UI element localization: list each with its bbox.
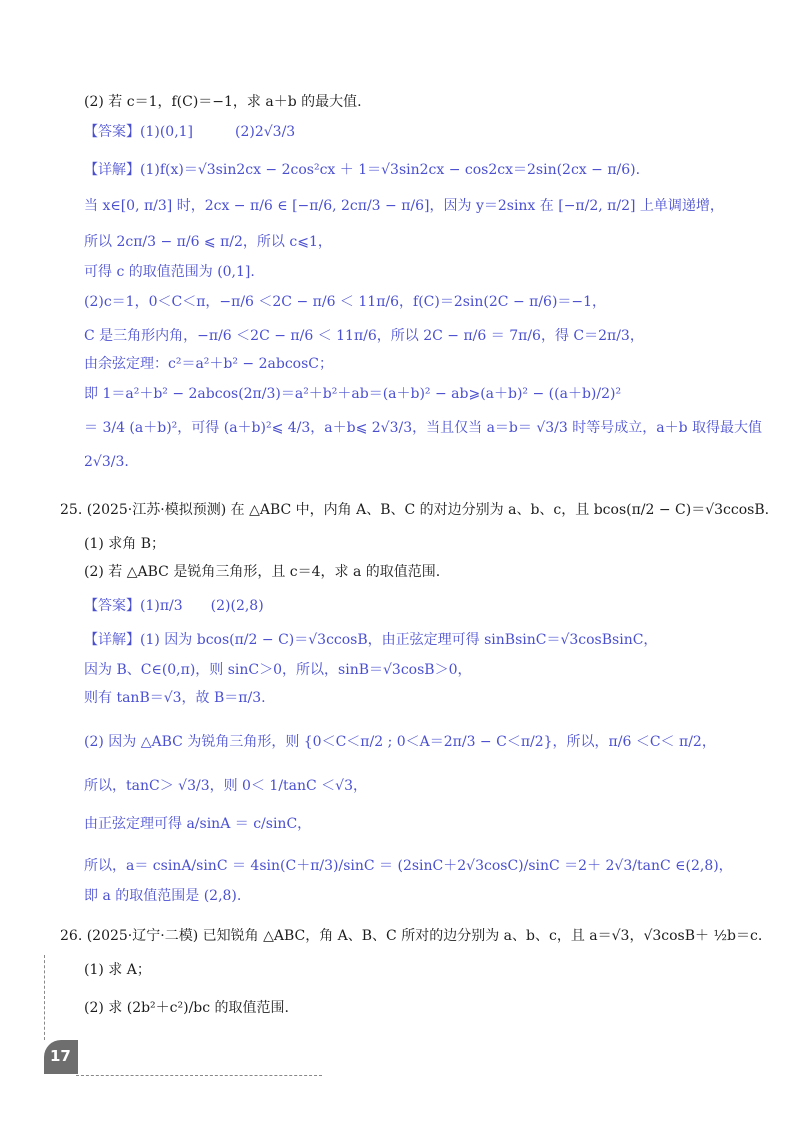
q24-detail-line-10: 2√3/3. bbox=[84, 454, 129, 470]
q24-detail-line-7: 由余弦定理：c²＝a²＋b² − 2abcosC； bbox=[84, 356, 333, 372]
q26-part2: (2) 求 (2b²＋c²)/bc 的取值范围. bbox=[84, 1000, 290, 1016]
q25-detail-line-7: 所以，a＝ csinA/sinC ＝ 4sin(C＋π/3)/sinC ＝ (2sinC＋2√3cosC)/sinC ＝2＋ 2√3/tanC ∈(2,8)， bbox=[84, 858, 733, 874]
page-number: 17 bbox=[50, 1047, 71, 1065]
q25-part2: (2) 若 △ABC 是锐角三角形，且 c＝4，求 a 的取值范围. bbox=[84, 564, 441, 580]
q24-detail-line-5: (2)c＝1，0＜C＜π，−π/6 ＜2C − π/6 ＜ 11π/6，f(C)＝2sin(2C − π/6)＝−1， bbox=[84, 294, 607, 310]
q24-detail-line-3: 所以 2cπ/3 − π/6 ⩽ π/2，所以 c⩽1， bbox=[84, 234, 332, 250]
q25-detail-line-8: 即 a 的取值范围是 (2,8). bbox=[84, 888, 242, 904]
q25-detail-line-3: 则有 tanB＝√3，故 B＝π/3. bbox=[84, 690, 266, 706]
q26-part1: (1) 求 A； bbox=[84, 962, 151, 978]
q25-detail-line-4: (2) 因为 △ABC 为锐角三角形，则 {0＜C＜π/2 ; 0＜A＝2π/3 − C＜π/2}，所以，π/6 ＜C＜ π/2， bbox=[84, 734, 716, 750]
q24-detail-line-4: 可得 c 的取值范围为 (0,1]. bbox=[84, 264, 255, 280]
q25-detail-line-1: 【详解】(1) 因为 bcos(π/2 − C)＝√3ccosB，由正弦定理可得 sinBsinC＝√3cosBsinC， bbox=[84, 632, 658, 648]
q24-detail-line-2: 当 x∈[0, π/3] 时，2cx − π/6 ∈ [−π/6, 2cπ/3 − π/6]，因为 y＝2sinx 在 [−π/2, π/2] 上单调递增， bbox=[84, 198, 724, 214]
q24-detail-line-6: C 是三角形内角，−π/6 ＜2C − π/6 ＜ 11π/6，所以 2C − π/6 ＝ 7π/6，得 C＝2π/3， bbox=[84, 328, 644, 344]
q24-detail-line-8: 即 1＝a²＋b² − 2abcos(2π/3)＝a²＋b²＋ab＝(a＋b)² − ab⩾(a＋b)² − ((a＋b)/2)² bbox=[84, 386, 622, 402]
q26-stem: 26. (2025·辽宁·二模) 已知锐角 △ABC，角 A、B、C 所对的边分别为 a、b、c，且 a＝√3，√3cosB＋ ½b＝c. bbox=[60, 928, 763, 944]
q25-detail-line-6: 由正弦定理可得 a/sinA ＝ c/sinC， bbox=[84, 816, 312, 832]
q24-answer: 【答案】(1)(0,1] (2)2√3/3 bbox=[84, 124, 296, 140]
q24-detail-line-1: 【详解】(1)f(x)＝√3sin2cx − 2cos²cx ＋ 1＝√3sin2cx − cos2cx＝2sin(2cx − π/6). bbox=[84, 162, 641, 178]
q24-part2: (2) 若 c＝1，f(C)＝−1，求 a＋b 的最大值. bbox=[84, 94, 362, 110]
page-margin-dashes-vertical bbox=[44, 955, 45, 1040]
page-margin-dashes-horizontal bbox=[76, 1075, 322, 1076]
q25-detail-line-2: 因为 B、C∈(0,π)，则 sinC＞0，所以，sinB＝√3cosB＞0， bbox=[84, 662, 472, 678]
q25-part1: (1) 求角 B； bbox=[84, 536, 166, 552]
q24-detail-line-9: ＝ 3/4 (a＋b)²，可得 (a＋b)²⩽ 4/3，a＋b⩽ 2√3/3，当且仅当 a＝b＝ √3/3 时等号成立，a＋b 取得最大值 bbox=[84, 420, 763, 436]
q25-detail-line-5: 所以，tanC＞ √3/3，则 0＜ 1/tanC ＜√3， bbox=[84, 778, 368, 794]
q25-stem: 25. (2025·江苏·模拟预测) 在 △ABC 中，内角 A、B、C 的对边分别为 a、b、c，且 bcos(π/2 − C)＝√3ccosB. bbox=[60, 502, 770, 518]
q25-answer: 【答案】(1)π/3 (2)(2,8) bbox=[84, 598, 264, 614]
